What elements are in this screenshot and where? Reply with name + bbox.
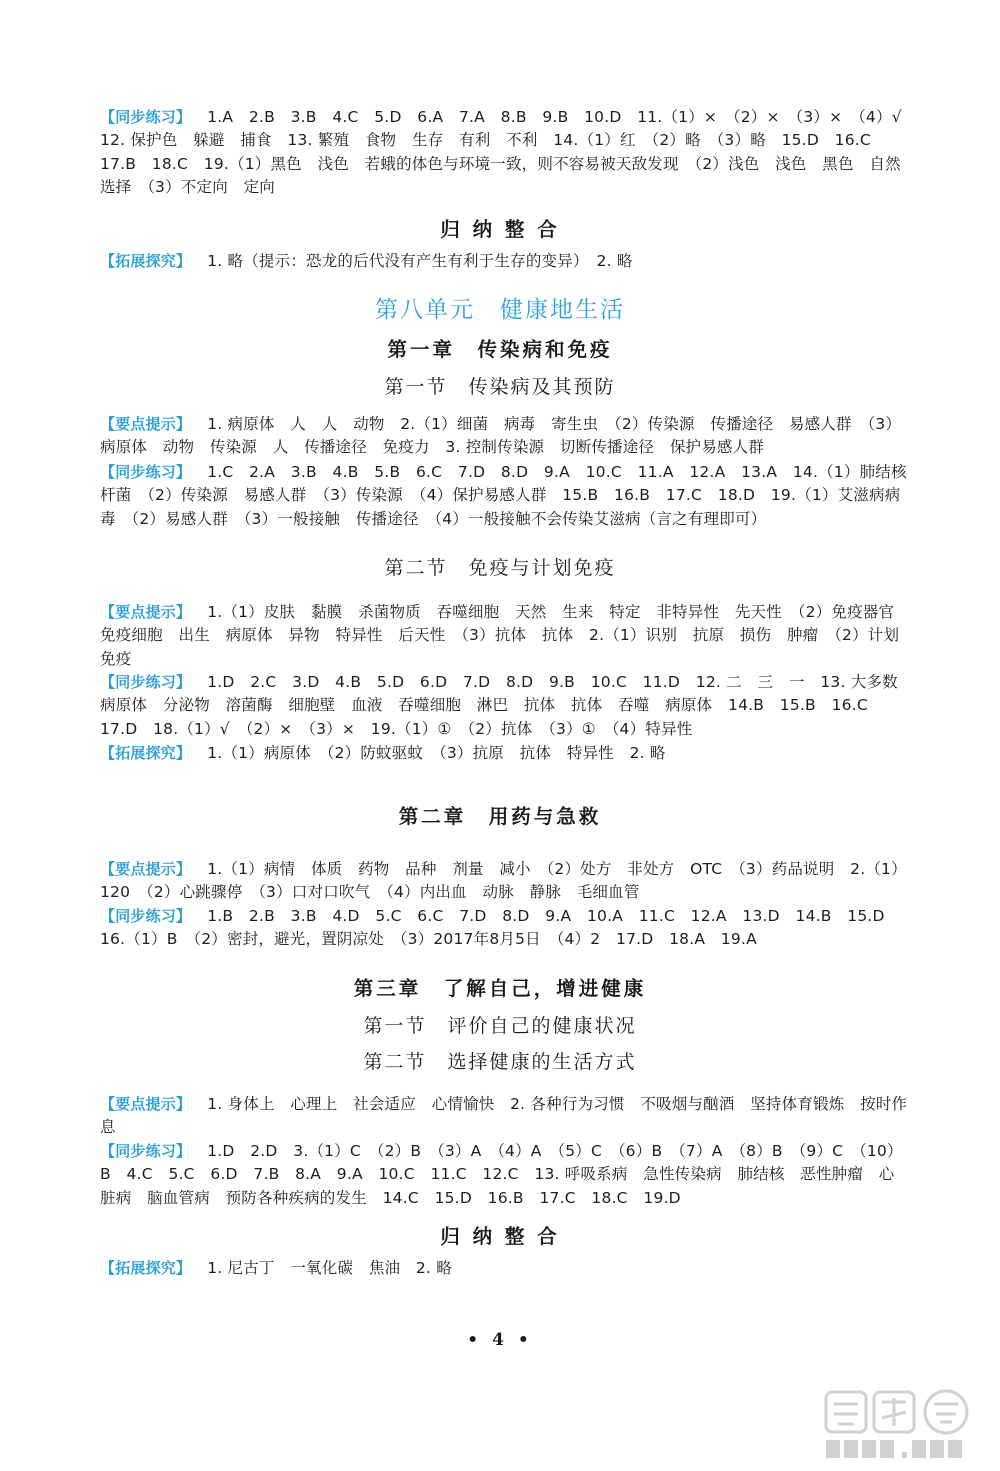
practice-block-top <box>100 106 918 200</box>
answer-text: 1.B 2.B 3.B 4.D 5.C 6.C 7.D 8.D 9.A 10.A 11.C 12.A 13.D 14.B 15.D 16.（1）B （2）密封，避光，置阴凉处 （3）2017年8月5日 （4）2 17.D 18.A 19.A <box>100 907 901 949</box>
section-tag: 【拓展探究】 <box>100 744 192 762</box>
answer-text: 1.（1）病原体 （2）防蚊驱蚊 （3）抗原 抗体 特异性 2. 略 <box>207 744 666 762</box>
chapter-3-section-1-title: 第一节 评价自己的健康状况 <box>363 1015 637 1037</box>
ch1-sec2-extension <box>100 742 910 765</box>
answer-text: 1. 略（提示：恐龙的后代没有产生有利于生存的变异） 2. 略 <box>207 252 633 270</box>
section-tag: 【要点提示】 <box>100 860 192 878</box>
ch1-sec2-practice <box>100 671 914 741</box>
unit-title: 第八单元 健康地生活 <box>375 297 625 323</box>
chapter-1-title: 第一章 传染病和免疫 <box>387 338 613 361</box>
summary-heading-2: 归 纳 整 合 <box>440 1225 560 1248</box>
answer-text: 1.D 2.D 3.（1）C （2）B （3）A （4）A （5）C （6）B （7）A （8）B （9）C （10）B 4.C 5.C 6.D 7.B 8.A 9.A 10.C 11.C 12.C 13. 呼吸系病 急性传染病 肺结核 恶性肿瘤 心脏病 脑血管病 预防各种疾病的发生 14.C 15.D 16.B 17.C 18.C 19.D <box>100 1142 903 1207</box>
extension-block-2 <box>100 1257 910 1280</box>
ch1-sec2-key-points <box>100 601 910 671</box>
section-tag: 【要点提示】 <box>100 415 192 433</box>
ch1-sec1-practice <box>100 461 910 531</box>
answer-text: 1. 尼古丁 一氧化碳 焦油 2. 略 <box>207 1259 452 1277</box>
chapter-3-title: 第三章 了解自己，增进健康 <box>353 977 647 1000</box>
section-tag: 【同步练习】 <box>100 1142 192 1160</box>
chapter-1-section-1-title: 第一节 传染病及其预防 <box>384 376 616 398</box>
answer-text: 1.C 2.A 3.B 4.B 5.B 6.C 7.D 8.D 9.A 10.C 11.A 12.A 13.A 14.（1）肺结核杆菌 （2）传染源 易感人群 （3）传染源 （4）保护易感人群 15.B 16.B 17.C 18.D 19.（1）艾滋病病毒 （2）易感人群 （3）一般接触 传播途径 （4）一般接触不会传染艾滋病（言之有理即可） <box>100 463 907 528</box>
ch1-sec1-key-points <box>100 413 910 460</box>
answer-text: 1.A 2.B 3.B 4.C 5.D 6.A 7.A 8.B 9.B 10.D 11.（1）× （2）× （3）× （4）√ 12. 保护色 躲避 捕食 13. 繁殖 食物 生存 有利 不利 14.（1）红 （2）略 （3）略 15.D 16.C 17.B 18.C 19.（1）黑色 浅色 若蛾的体色与环境一致，则不容易被天敌发现 （2）浅色 浅色 黑色 自然选择 （3）不定向 定向 <box>100 108 918 197</box>
chapter-3-section-2-title: 第二节 选择健康的生活方式 <box>363 1051 637 1073</box>
extension-block-1 <box>100 250 910 273</box>
answer-text: 1.D 2.C 3.D 4.B 5.D 6.D 7.D 8.D 9.B 10.C 11.D 12. 二 三 一 13. 大多数 病原体 分泌物 溶菌酶 细胞壁 血液 吞噬细胞 淋巴 抗体 抗体 吞噬 病原体 14.B 15.B 16.C 17.D 18.（1）√ （2）× （3）× 19.（1）① （2）抗体 （3）① （4）特异性 <box>100 673 914 738</box>
chapter-2-title: 第二章 用药与急救 <box>398 805 602 828</box>
ch2-practice <box>100 905 910 952</box>
page-number: • 4 • <box>467 1330 533 1350</box>
watermark-logo <box>822 1388 982 1464</box>
section-tag: 【要点提示】 <box>100 603 192 621</box>
section-tag: 【要点提示】 <box>100 1095 192 1113</box>
answer-text: 1. 身体上 心理上 社会适应 心情愉快 2. 各种行为习惯 不吸烟与酗酒 坚持体育锻炼 按时作息 <box>100 1095 908 1137</box>
section-tag: 【拓展探究】 <box>100 1259 192 1277</box>
summary-heading: 归 纳 整 合 <box>440 218 560 241</box>
section-tag: 【同步练习】 <box>100 673 192 691</box>
section-tag: 【拓展探究】 <box>100 252 192 270</box>
ch2-key-points <box>100 858 910 905</box>
section-tag: 【同步练习】 <box>100 108 192 126</box>
section-tag: 【同步练习】 <box>100 463 192 481</box>
section-tag: 【同步练习】 <box>100 907 192 925</box>
ch3-practice <box>100 1140 910 1210</box>
answer-text: 1.（1）病情 体质 药物 品种 剂量 减小 （2）处方 非处方 OTC （3）药品说明 2.（1）120 （2）心跳骤停 （3）口对口吹气 （4）内出血 动脉 静脉 毛细血管 <box>100 860 907 902</box>
chapter-1-section-2-title: 第二节 免疫与计划免疫 <box>384 557 616 579</box>
ch3-key-points <box>100 1093 910 1140</box>
answer-text: 1.（1）皮肤 黏膜 杀菌物质 吞噬细胞 天然 生来 特定 非特异性 先天性 （2）免疫器官 免疫细胞 出生 病原体 异物 特异性 后天性 （3）抗体 抗体 2.（1）识别 抗原 损伤 肿瘤 （2）计划免疫 <box>100 603 910 668</box>
answer-text: 1. 病原体 人 人 动物 2.（1）细菌 病毒 寄生虫 （2）传染源 传播途径 易感人群 （3）病原体 动物 传染源 人 传播途径 免疫力 3. 控制传染源 切断传播途径 保护易感人群 <box>100 415 902 457</box>
watermark-logo-icon <box>822 1388 982 1464</box>
